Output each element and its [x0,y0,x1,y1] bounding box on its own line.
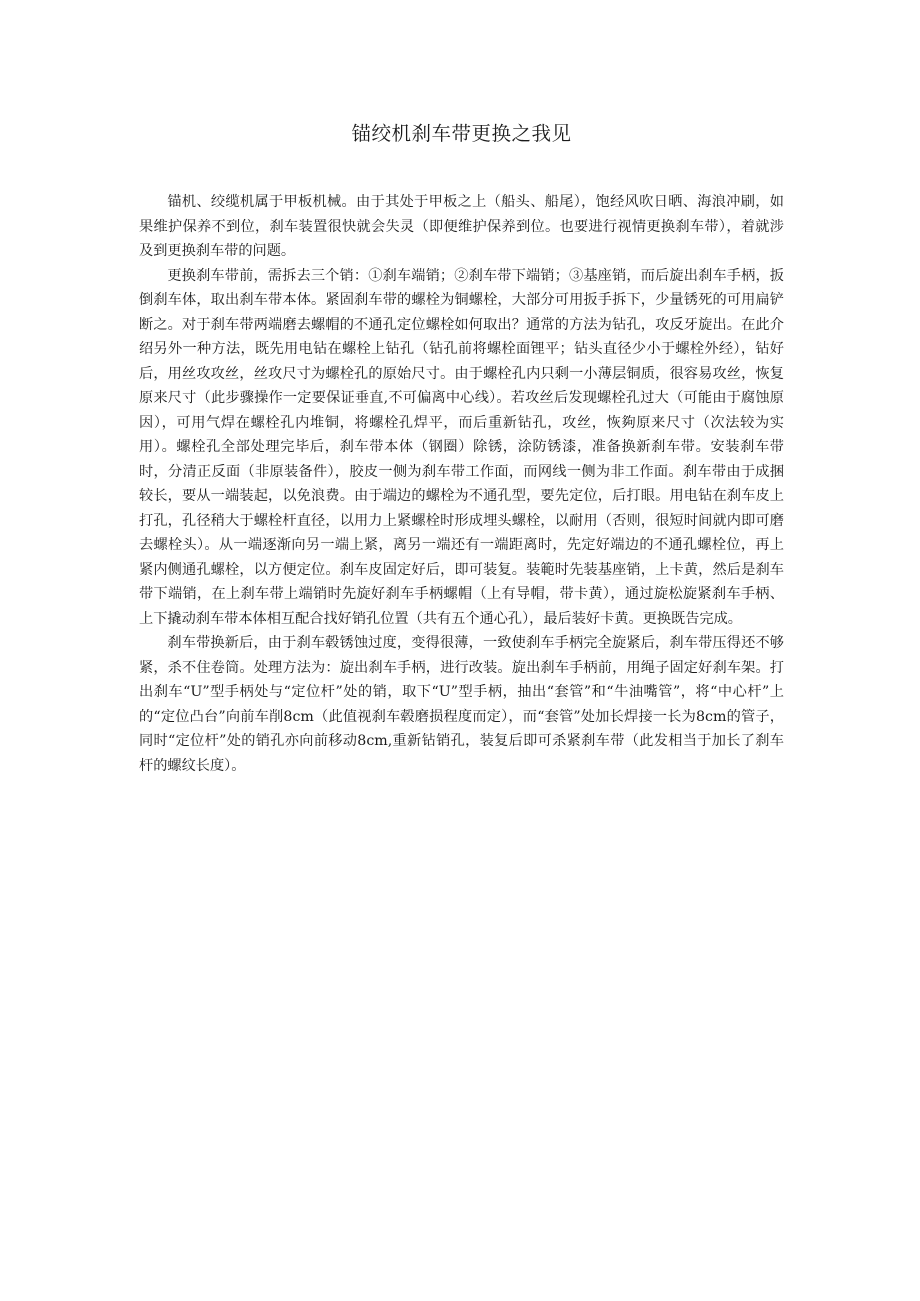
paragraph-3: 刹车带换新后，由于刹车毂锈蚀过度，变得很薄，一致使刹车手柄完全旋紧后，刹车带压得还不够紧，杀不住卷筒。处理方法为：旋出刹车手柄，进行改装。旋出刹车手柄前，用绳子固定好刹车架。打出刹车“U”型手柄处与“定位杆”处的销，取下“U”型手柄，抽出“套管”和“牛油嘴管”，将“中心杆”上的“定位凸台”向前车削8cm（此值视刹车毂磨损程度而定），而“套管”处加长焊接一长为8cm的管子，同时“定位杆”处的销孔亦向前移动8cm,重新钻销孔，装复后即可杀紧刹车带（此发相当于加长了刹车杆的螺纹长度）。 [139,635,784,774]
paragraph-1: 锚机、绞缆机属于甲板机械。由于其处于甲板之上（船头、船尾），饱经风吹日晒、海浪冲刷，如果维护保养不到位，刹车装置很快就会失灵（即便维护保养到位。也要进行视情更换刹车带），着就涉及到更换刹车带的问题。 [139,194,784,259]
document-title: 锚绞机刹车带更换之我见 [351,122,572,145]
document-body [139,190,784,778]
document-page [139,0,784,778]
paragraph-2: 更换刹车带前，需拆去三个销：①刹车端销；②刹车带下端销；③基座销，而后旋出刹车手柄，扳倒刹车体，取出刹车带本体。紧固刹车带的螺栓为铜螺栓，大部分可用扳手拆下，少量锈死的可用扁铲断之。对于刹车带两端磨去螺帽的不通孔定位螺栓如何取出？通常的方法为钻孔，攻反牙旋出。在此介绍另外一种方法，既先用电钻在螺栓上钻孔（钻孔前将螺栓面锂平；钻头直径少小于螺栓外经），钻好后，用丝攻攻丝，丝攻尺寸为螺栓孔的原始尺寸。由于螺栓孔内只剩一小薄层铜质，很容易攻丝，恢复原来尺寸（此步骤操作一定要保证垂直,不可偏离中心线）。若攻丝后发现螺栓孔过大（可能由于腐蚀原因），可用气焊在螺栓孔内堆铜，将螺栓孔焊平，而后重新钻孔，攻丝，恢夠原来尺寸（次法较为实用）。螺栓孔全部处理完毕后，刹车带本体（钢圈）除锈，涂防锈漆，准备换新刹车带。安装刹车带时，分清正反面（非原装备件），胶皮一侧为刹车带工作面，而网线一侧为非工作面。刹车带由于成捆较长，要从一端装起，以免浪费。由于端边的螺栓为不通孔型，要先定位，后打眼。用电钻在刹车皮上打孔，孔径稍大于螺栓杆直径，以用力上紧螺栓时形成埋头螺栓，以耐用（否则，很短时间就内即可磨去螺栓头）。从一端逐渐向另一端上紧，离另一端还有一端距离时，先定好端边的不通孔螺栓位，再上紧内侧通孔螺栓，以方便定位。刹车皮固定好后，即可装复。装範时先装基座销，上卡黄，然后是刹车带下端销，在上刹车带上端销时先旋好刹车手柄螺帽（上有导帽，带卡黄），通过旋松旋紧刹车手柄、上下撬动刹车带本体相互配合找好销孔位置（共有五个通心孔），最后装好卡黄。更换既告完成。 [139,267,784,627]
